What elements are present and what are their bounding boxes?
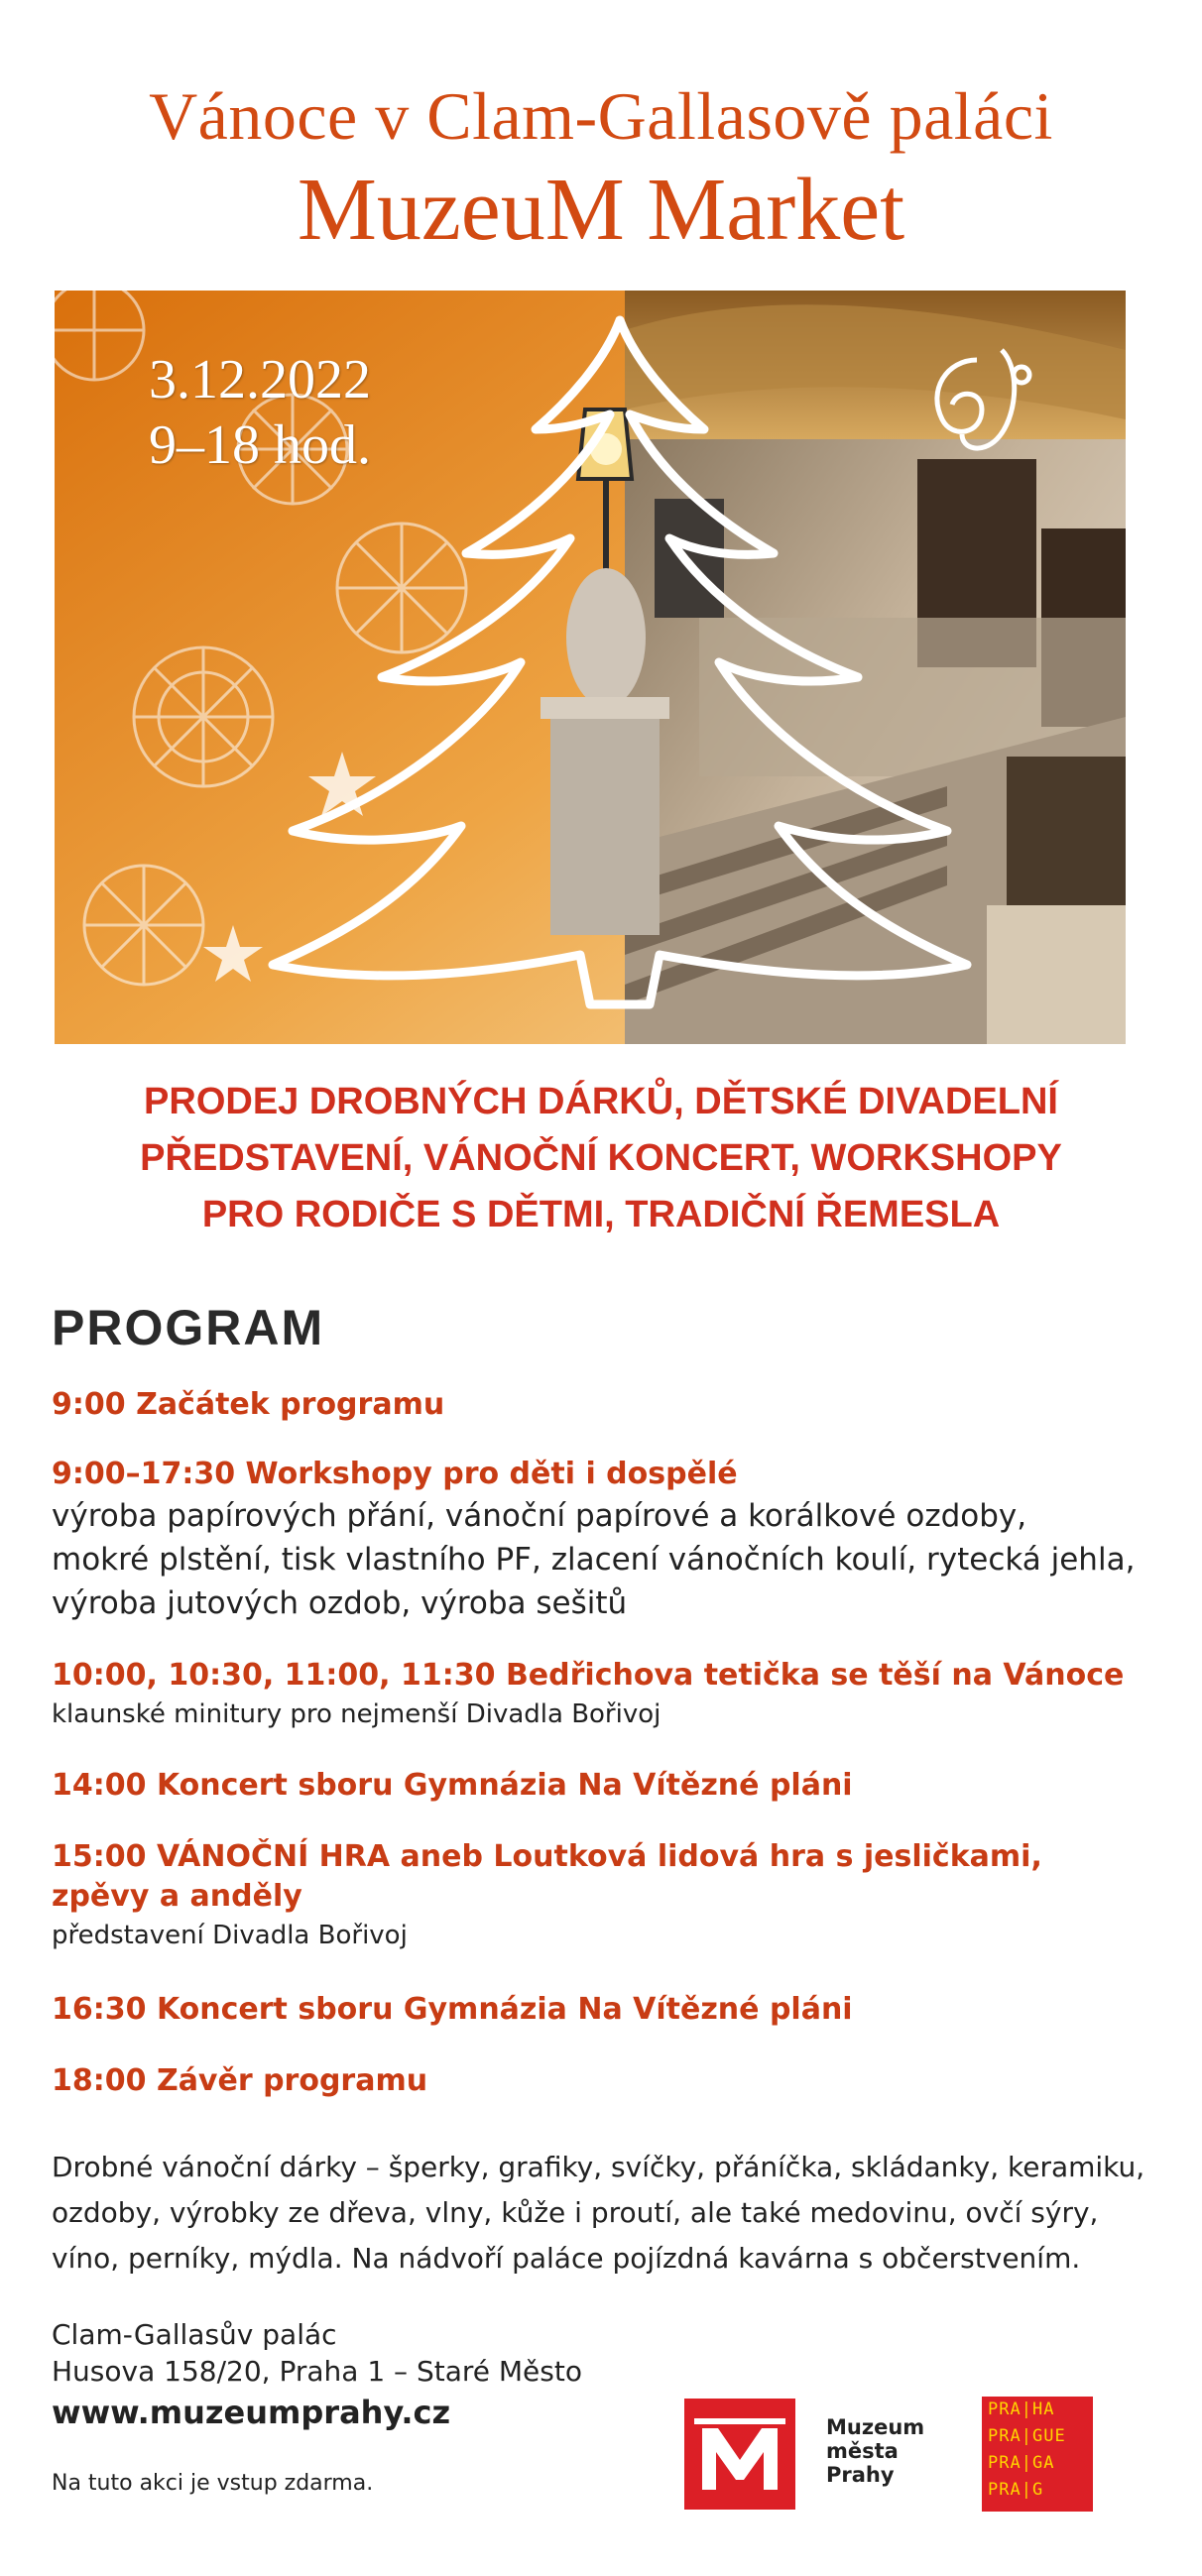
program-item-detail: klaunské minitury pro nejmenší Divadla Bořivoj [52, 1699, 661, 1729]
program-item [52, 1766, 1172, 1806]
praha-logo-row: PRA|GA [988, 2453, 1055, 2473]
program-item-heading: 9:00 Začátek programu [52, 1387, 445, 1422]
program-item [52, 1455, 1172, 1625]
program-item-detail: mokré plstění, tisk vlastního PF, zlacení vánočních koulí, rytecká jehla, [52, 1542, 1136, 1578]
program-item-heading: 14:00 Koncert sboru Gymnázia Na Vítězné pláni [52, 1768, 853, 1803]
free-entry-note: Na tuto akci je vstup zdarma. [52, 2471, 374, 2496]
praha-logo-icon [982, 2397, 1093, 2512]
gift-description [52, 2145, 1182, 2282]
event-day: 3.12.2022 [149, 349, 371, 410]
title-line-1: Vánoce v Clam-Gallasově paláci [149, 78, 1053, 154]
museum-m-mark [684, 2399, 795, 2510]
praha-logo-row: PRA|HA [988, 2400, 1055, 2419]
event-headline [0, 1074, 1202, 1243]
museum-name-line: města [826, 2439, 899, 2463]
program-item-heading: 18:00 Závěr programu [52, 2063, 428, 2098]
program-item-heading: 10:00, 10:30, 11:00, 11:30 Bedřichova tetička se těší na Vánoce [52, 1658, 1125, 1693]
program-item [52, 1656, 1172, 1733]
museum-logo-icon [684, 2399, 795, 2510]
museum-name-line: Prahy [826, 2463, 895, 2487]
program-item-detail: výroba papírových přání, vánoční papírové a korálkové ozdoby, [52, 1498, 1027, 1534]
program-title: PROGRAM [52, 1300, 325, 1355]
program-item-heading: 9:00–17:30 Workshopy pro děti i dospělé [52, 1457, 738, 1491]
staircase-photo [625, 291, 1126, 1044]
description-line: ozdoby, výrobky ze dřeva, vlny, kůže i proutí, ale také medovinu, ovčí sýry, [52, 2196, 1099, 2229]
headline-line-3: PRO RODIČE S DĚTMI, TRADIČNÍ ŘEMESLA [201, 1194, 1001, 1235]
event-hours: 9–18 hod. [149, 414, 371, 476]
program-item [52, 2061, 1172, 2101]
program-item-detail: představení Divadla Bořivoj [52, 1921, 408, 1950]
program-item-heading: 16:30 Koncert sboru Gymnázia Na Vítězné pláni [52, 1992, 853, 2027]
hero-image [55, 291, 1126, 1044]
praha-logo-row: PRA|GUE [988, 2426, 1066, 2446]
program-item [52, 1837, 1172, 1954]
program-item [52, 1385, 1172, 1425]
title-line-2: MuzeuM Market [297, 161, 905, 259]
program-item [52, 1990, 1172, 2030]
program-item-heading-cont: zpěvy a anděly [52, 1879, 302, 1914]
program-item-heading: 15:00 VÁNOČNÍ HRA aneb Loutková lidová hra s jesličkami, [52, 1839, 1042, 1874]
street-address: Husova 158/20, Praha 1 – Staré Město [52, 2355, 582, 2388]
description-line: víno, perníky, mýdla. Na nádvoří paláce pojízdná kavárna s občerstvením. [52, 2242, 1081, 2275]
headline-line-1: PRODEJ DROBNÝCH DÁRKŮ, DĚTSKÉ DIVADELNÍ [144, 1081, 1058, 1122]
program-item-detail: výroba jutových ozdob, výroba sešitů [52, 1585, 628, 1621]
event-date [149, 347, 371, 478]
website-link[interactable]: www.muzeumprahy.cz [52, 2394, 451, 2431]
venue-name: Clam-Gallasův palác [52, 2318, 337, 2351]
description-line: Drobné vánoční dárky – šperky, grafiky, svíčky, přáníčka, skládanky, keramiku, [52, 2151, 1145, 2183]
venue-address [52, 2316, 582, 2390]
museum-logo-text [826, 2415, 924, 2487]
headline-line-2: PŘEDSTAVENÍ, VÁNOČNÍ KONCERT, WORKSHOPY [140, 1137, 1062, 1179]
museum-name-line: Muzeum [826, 2415, 925, 2439]
praha-logo-row: PRA|G [988, 2480, 1044, 2500]
